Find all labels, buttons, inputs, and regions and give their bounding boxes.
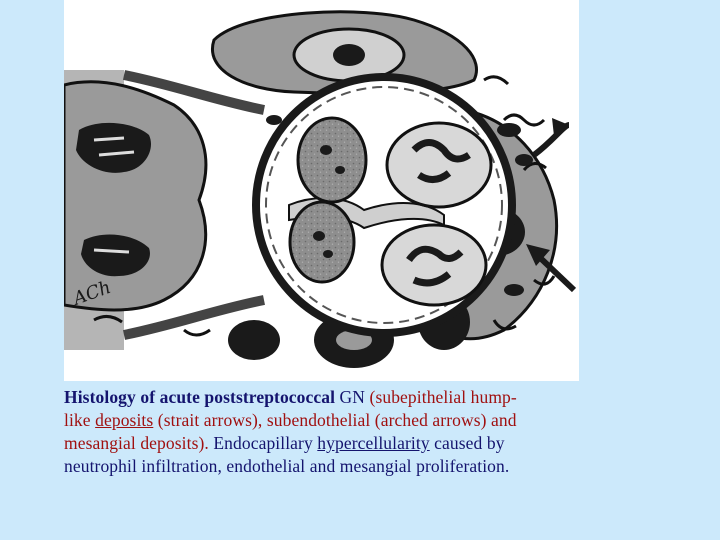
artist-signature: ACh <box>70 276 114 310</box>
caption-hypercellularity: hypercellularity <box>317 433 430 453</box>
nucleus-upper-left <box>298 118 366 202</box>
caption-gn: GN <box>335 387 370 407</box>
neutrophil-lower-right <box>382 225 486 305</box>
dark-cell-bottom-left <box>228 320 280 360</box>
neutrophil-upper-right <box>387 123 491 207</box>
figure-caption <box>64 386 584 478</box>
caption-plain-3b: caused by <box>429 433 505 453</box>
stroma-left <box>64 82 206 310</box>
caption-line-3 <box>64 432 584 455</box>
glomerulus-drawing <box>64 0 579 381</box>
histology-illustration <box>64 0 579 381</box>
caption-plain-3a: Endocapillary <box>208 433 318 453</box>
caption-line-1 <box>64 386 584 409</box>
caption-deposits-link: deposits <box>95 410 154 430</box>
caption-red-3: mesangial deposits). <box>64 433 209 453</box>
caption-red-1: (subepithelial hump- <box>369 387 517 407</box>
caption-line-4: neutrophil infiltration, endothelial and mesangial proliferation. <box>64 456 510 476</box>
caption-bold-title: Histology of acute poststreptococcal <box>64 387 336 407</box>
caption-red-2a: like <box>64 410 96 430</box>
caption-line-2 <box>64 409 584 432</box>
caption-red-2b: (strait arrows), subendothelial (arched arrows) and <box>153 410 517 430</box>
nucleolus-top <box>333 44 365 66</box>
nucleus-lower-left <box>290 202 354 282</box>
